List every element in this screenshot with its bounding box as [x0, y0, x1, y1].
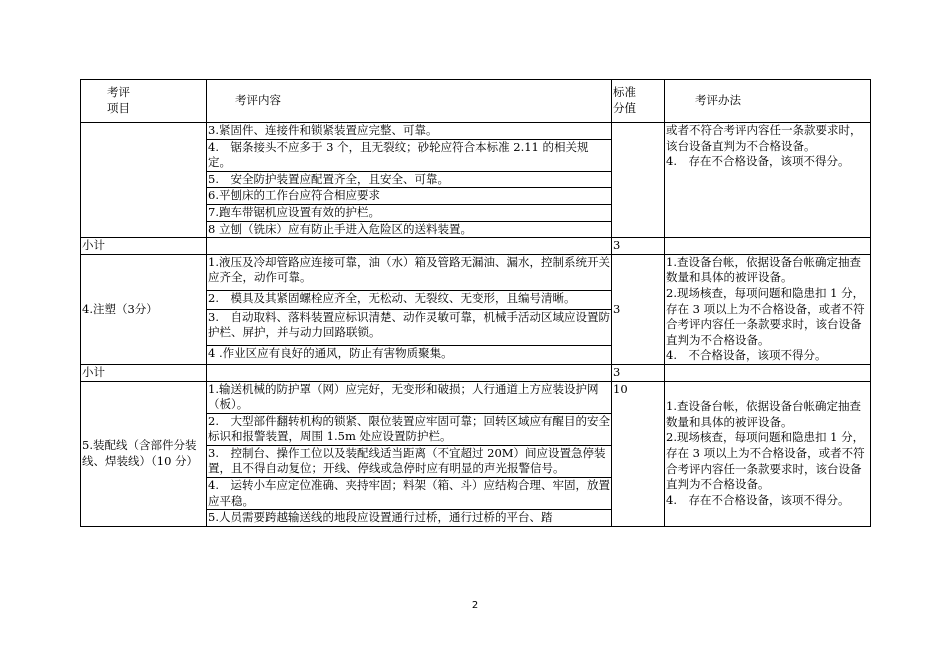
header-item-line2: 项目 — [107, 101, 130, 115]
section3-item-cell — [81, 123, 207, 238]
section5-row-3: 3. 控制台、操作工位以及装配线适当距离（不宜超过 20M）间应设置急停装置，且不得自动复位；开线、停线或急停时应有明显的声光报警信号。 — [207, 445, 612, 477]
header-score-line2: 分值 — [613, 101, 636, 115]
subtotal2-label: 小计 — [81, 364, 207, 381]
section3-row-5: 7.跑车带锯机应设置有效的护栏。 — [207, 204, 612, 221]
table-row — [81, 254, 871, 290]
header-content: 考评内容 — [207, 80, 612, 123]
header-item — [81, 80, 207, 123]
section4-row-1: 1.液压及冷却管路应连接可靠，油（水）箱及管路无漏油、漏水，控制系统开关应齐全，动作可靠。 — [207, 254, 612, 290]
section3-row-1: 3.紧固件、连接件和锁紧装置应完整、可靠。 — [207, 123, 612, 140]
subtotal2-score: 3 — [612, 364, 665, 381]
section5-row-1: 1.输送机械的防护罩（网）应完好，无变形和破损；人行通道上方应装设护网（板）。 — [207, 381, 612, 413]
subtotal1-score: 3 — [612, 238, 665, 255]
section3-row-6: 8 立刨（铣床）应有防止手进入危险区的送料装置。 — [207, 221, 612, 238]
section5-method: 1.查设备台帐，依据设备台帐确定抽查数量和具体的被评设备。 2.现场核查，每项问题和隐患扣 1 分，存在 3 项以上为不合格设备，或者不符合考评内容任一条款要求时，该台设备直判为不合格设备。 4. 存在不合格设备，该项不得分。 — [665, 381, 871, 527]
table-row — [81, 381, 871, 413]
subtotal2-method — [665, 364, 871, 381]
subtotal-row — [81, 364, 871, 381]
header-method: 考评办法 — [665, 80, 871, 123]
section3-score-cell — [612, 123, 665, 238]
section4-item: 4.注塑（3分） — [81, 254, 207, 364]
header-item-line1: 考评 — [107, 85, 130, 100]
header-score — [612, 80, 665, 123]
section3-method: 或者不符合考评内容任一条款要求时，该台设备直判为不合格设备。 4. 存在不合格设备，该项不得分。 — [665, 123, 871, 238]
section4-row-3: 3. 自动取料、落料装置应标识清楚、动作灵敏可靠，机械手活动区域应设置防护栏、屏护，并与动力回路联锁。 — [207, 309, 612, 345]
section3-row-4: 6.平刨床的工作台应符合相应要求 — [207, 188, 612, 205]
section5-row-5: 5.人员需要跨越输送线的地段应设置通行过桥，通行过桥的平台、踏 — [207, 510, 612, 527]
table-header-row — [81, 80, 871, 123]
page-number: 2 — [471, 600, 479, 611]
subtotal-row — [81, 238, 871, 255]
evaluation-table — [80, 79, 871, 527]
subtotal1-method — [665, 238, 871, 255]
section4-row-2: 2. 模具及其紧固螺栓应齐全，无松动、无裂纹、无变形，且编号清晰。 — [207, 291, 612, 310]
section5-row-4: 4. 运转小车应定位准确、夹持牢固；料架（箱、斗）应结构合理、牢固，放置应平稳。 — [207, 478, 612, 510]
section4-method: 1.查设备台帐，依据设备台帐确定抽查数量和具体的被评设备。 2.现场核查，每项问题和隐患扣 1 分，存在 3 项以上为不合格设备，或者不符合考评内容任一条款要求时，该台设备直判为不合格设备。 4. 不合格设备，该项不得分。 — [665, 254, 871, 364]
section5-row-2: 2. 大型部件翻转机构的锁紧、限位装置应牢固可靠；回转区域应有醒目的安全标识和报警装置，周围 1.5m 处应设置防护栏。 — [207, 413, 612, 445]
subtotal2-content — [207, 364, 612, 381]
subtotal1-content — [207, 238, 612, 255]
section3-row-2: 4. 锯条接头不应多于 3 个，且无裂纹；砂轮应符合本标准 2.11 的相关规定。 — [207, 139, 612, 171]
section4-row-4: 4 .作业区应有良好的通风，防止有害物质聚集。 — [207, 346, 612, 365]
section3-row-3: 5. 安全防护装置应配置齐全，且安全、可靠。 — [207, 171, 612, 188]
section5-score: 10 — [612, 381, 665, 527]
subtotal1-label: 小计 — [81, 238, 207, 255]
section4-score: 3 — [612, 254, 665, 364]
section5-item: 5.装配线（含部件分装线、焊装线）（10 分） — [81, 381, 207, 527]
table-row — [81, 123, 871, 140]
header-score-line1: 标准 — [613, 85, 636, 100]
